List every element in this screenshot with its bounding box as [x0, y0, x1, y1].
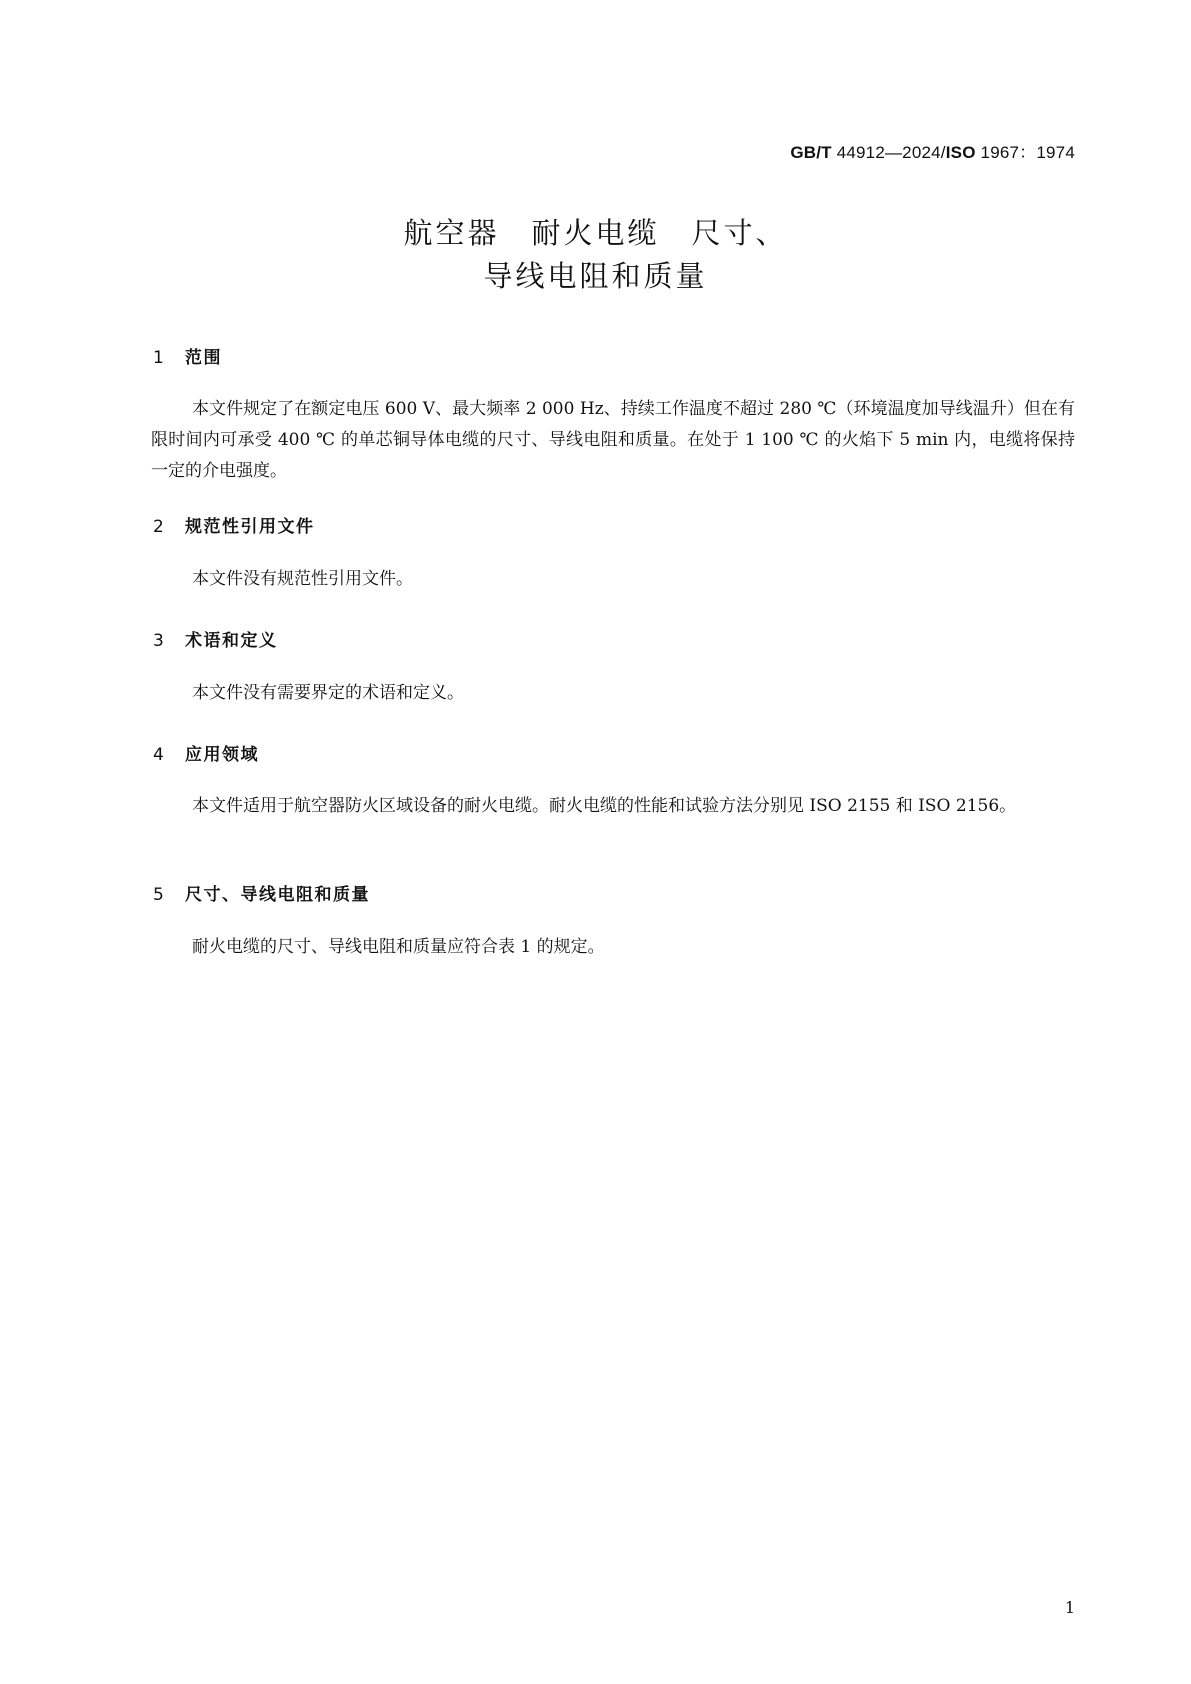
- section-number: 4: [153, 745, 166, 765]
- section-number: 1: [153, 348, 166, 368]
- section-paragraph-dimensions-resistance-mass: 耐火电缆的尺寸、导线电阻和质量应符合表 1 的规定。: [192, 937, 605, 957]
- section-paragraph-scope: 本文件规定了在额定电压 600 V、最大频率 2 000 Hz、持续工作温度不超过 280 ℃（环境温度加导线温升）但在有限时间内可承受 400 ℃ 的单芯铜导体电缆的尺寸、导线电阻和质量。在处于 1 100 ℃ 的火焰下 5 min 内，电缆将保持一定的介电强度。: [151, 399, 1075, 481]
- section-title: 规范性引用文件: [185, 517, 315, 537]
- standard-prefix: GB/T: [790, 143, 832, 162]
- document-title-line-2: 导线电阻和质量: [483, 259, 708, 293]
- section-number: 3: [153, 631, 166, 651]
- standard-code: 44912—2024/: [831, 143, 946, 162]
- section-title: 尺寸、导线电阻和质量: [185, 885, 370, 905]
- iso-code: 1967：1974: [975, 143, 1075, 162]
- section-paragraph-terms-definitions: 本文件没有需要界定的术语和定义。: [192, 683, 464, 703]
- section-heading-field-of-application: [153, 740, 259, 765]
- section-paragraph-field-of-application: 本文件适用于航空器防火区域设备的耐火电缆。耐火电缆的性能和试验方法分别见 ISO 2155 和 ISO 2156。: [192, 796, 1017, 816]
- section-title: 范围: [185, 348, 222, 368]
- standard-number: [790, 138, 1075, 163]
- page-number: 1: [1064, 1598, 1075, 1617]
- section-number: 2: [153, 517, 166, 537]
- section-heading-dimensions-resistance-mass: [153, 880, 370, 905]
- section-heading-terms-definitions: [153, 626, 278, 651]
- iso-prefix: ISO: [945, 143, 976, 162]
- section-title: 术语和定义: [185, 631, 278, 651]
- section-number: 5: [153, 885, 166, 905]
- document-title-line-1: 航空器 耐火电缆 尺寸、: [403, 216, 788, 250]
- section-paragraph-normative-references: 本文件没有规范性引用文件。: [192, 569, 413, 589]
- section-heading-scope: [153, 343, 222, 368]
- section-heading-normative-references: [153, 512, 315, 537]
- section-title: 应用领域: [185, 745, 259, 765]
